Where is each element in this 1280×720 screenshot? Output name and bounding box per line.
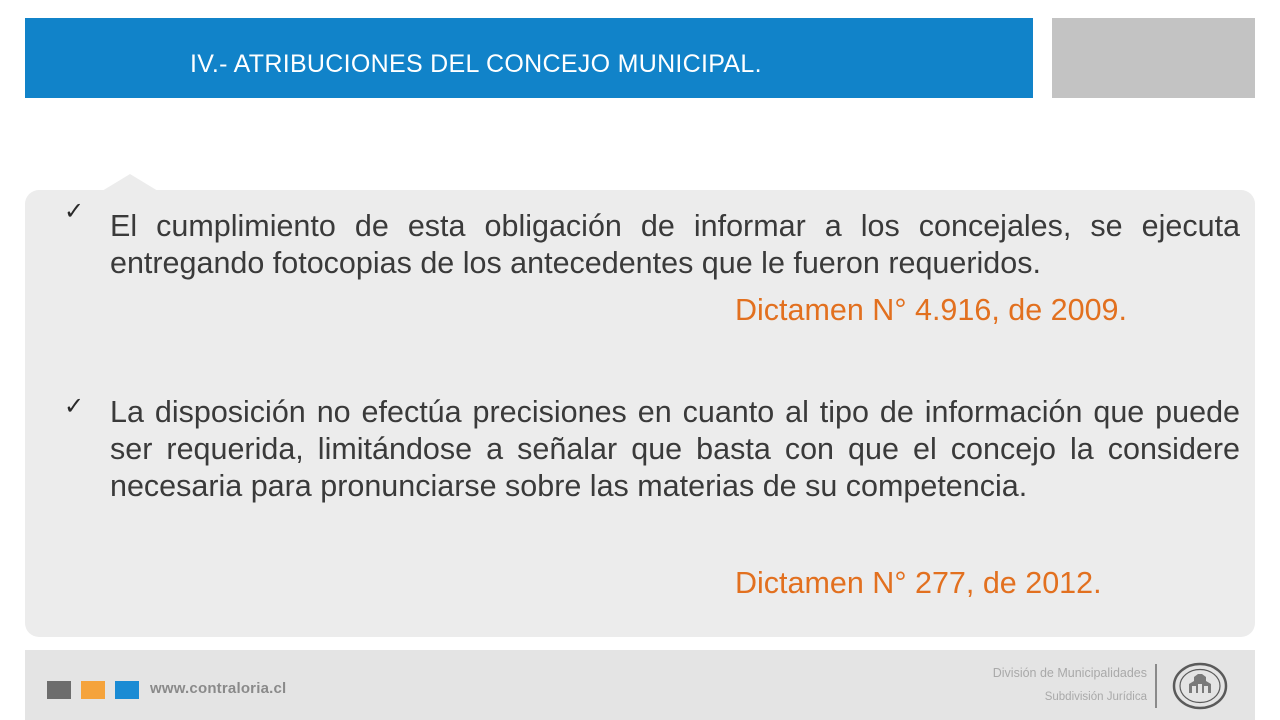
footer-square-blue [115,681,139,699]
bullet-1-text: El cumplimiento de esta obligación de informar a los concejales, se ejecuta entregando fotocopias de los antecedentes que le fueron requeridos. [110,209,1240,280]
slide-title: IV.- ATRIBUCIONES DEL CONCEJO MUNICIPAL. [190,50,762,78]
bullet-2-citation: Dictamen N° 277, de 2012. [735,566,1102,600]
contraloria-seal-icon [1172,662,1228,710]
footer-square-gray [47,681,71,699]
check-icon: ✓ [64,198,85,225]
footer-url-link[interactable]: www.contraloria.cl [150,680,287,697]
panel-notch [102,174,158,191]
footer-divider [1155,664,1157,708]
header-gray-block [1052,18,1255,98]
bullet-2 [110,394,1240,505]
bullet-1 [110,208,1240,282]
footer-subdivision: Subdivisión Jurídica [1044,691,1147,703]
check-icon: ✓ [64,393,85,420]
footer-square-orange [81,681,105,699]
bullet-1-citation: Dictamen N° 4.916, de 2009. [735,293,1127,327]
bullet-2-text: La disposición no efectúa precisiones en cuanto al tipo de información que puede ser requerida, limitándose a señalar que basta con que el concejo la considere necesaria para pronunciarse sobre las materias de su competencia. [110,395,1240,503]
footer-division: División de Municipalidades [992,666,1147,680]
